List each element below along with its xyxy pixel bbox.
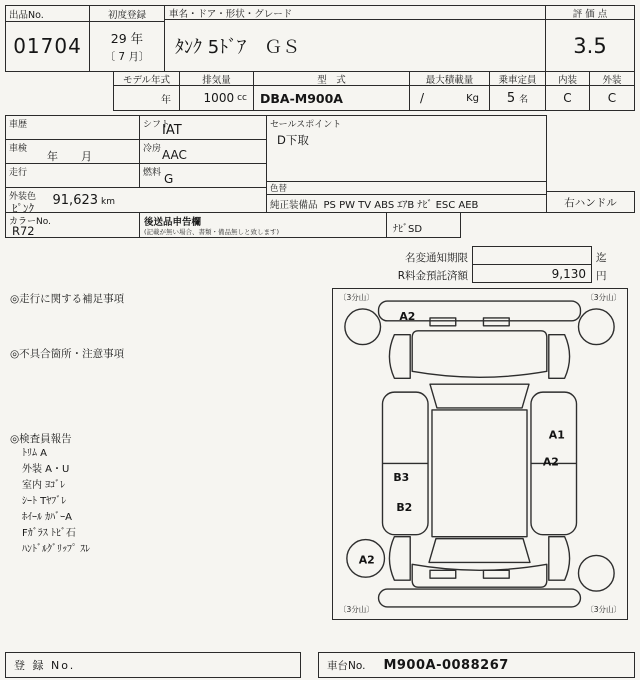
- name-change-deadline-field: [472, 246, 592, 265]
- exterior-grade-value: C: [589, 85, 635, 111]
- first-registration-value: [90, 21, 164, 71]
- inspector-report-title: ◎検査員報告: [10, 433, 72, 445]
- windshield-shape: [430, 384, 529, 408]
- chassis-number-value: M900A-0088267: [383, 657, 509, 673]
- capacity-label: 乗車定員: [489, 71, 546, 86]
- mileage-unit: km: [101, 197, 115, 207]
- inspector-item: 室内 ﾖｺﾞﾚ: [22, 480, 66, 491]
- roof-shape: [432, 410, 527, 537]
- late-items-note: (記載が無い場合、書類・備品無しと致します): [144, 228, 280, 236]
- max-load-unit: Kg: [466, 92, 479, 104]
- inspection-box: [5, 139, 140, 164]
- fuel-label: 燃料: [143, 168, 162, 178]
- name-change-deadline-label: 名変通知期限: [405, 252, 468, 264]
- car-diagram-svg: [333, 289, 626, 618]
- tire-tread-rear-right: 〔3分山〕: [586, 605, 621, 614]
- late-items-box: [139, 212, 387, 238]
- displacement-number: 1000: [203, 91, 235, 105]
- sales-point-box: [266, 115, 547, 182]
- mileage-value: 91,623: [52, 193, 99, 208]
- first-registration-box: [89, 5, 165, 72]
- interior-label: 内装: [545, 71, 590, 86]
- vehicle-name-value: ﾀﾝｸ 5ﾄﾞｱ ＧＳ: [164, 19, 546, 72]
- front-plate-shape: [430, 318, 456, 326]
- color-change-label: 色替: [270, 184, 288, 194]
- recycle-deposit-label: R料金預託済額: [397, 270, 468, 282]
- wheel-rear-right-icon: [578, 555, 614, 591]
- score-label: 評 価 点: [545, 5, 635, 20]
- lot-number-box: [5, 5, 90, 72]
- model-year-value: 年: [113, 85, 180, 111]
- recycle-deposit-value: 9,130: [472, 264, 592, 283]
- max-load-label: 最大積載量: [409, 71, 490, 86]
- chassis-number-label: 車台No.: [327, 659, 366, 672]
- rear-fender-right-shape: [549, 537, 570, 581]
- interior-grade-value: C: [545, 85, 590, 111]
- lot-number-value: 01704: [13, 34, 82, 58]
- trunk-shape: [412, 564, 547, 587]
- rear-window-shape: [429, 539, 530, 563]
- max-load-slash: /: [420, 91, 425, 105]
- color-change-box: [266, 181, 547, 195]
- displacement-unit: cc: [237, 93, 247, 103]
- first-registration-year: 29 年: [110, 30, 144, 46]
- color-number-label: カラーNo.: [9, 217, 51, 227]
- damage-mark-a2: A2: [399, 309, 416, 323]
- history-box: [5, 115, 140, 140]
- color-number-box: [5, 212, 140, 238]
- late-items-value-box: [386, 212, 461, 238]
- steering-position-value: 右ハンドル: [546, 191, 635, 213]
- exterior-color-label: 外装色: [9, 192, 37, 202]
- defect-note-title: ◎不具合箇所・注意事項: [10, 348, 125, 360]
- ac-value: AAC: [162, 148, 187, 162]
- color-number-value: R72: [12, 224, 35, 238]
- inspector-item: ﾊﾝﾄﾞﾙｸﾞﾘｯﾌﾟ ｽﾚ: [22, 544, 91, 555]
- rear-plate-shape: [430, 570, 456, 578]
- equipment-box: [266, 194, 547, 213]
- fuel-box: [139, 163, 267, 188]
- late-items-label: 後送品申告欄: [144, 217, 202, 228]
- rear-garnish-shape: [483, 570, 509, 578]
- inspection-label: 車検: [9, 144, 28, 154]
- damage-mark-a2: A2: [358, 553, 375, 567]
- front-fender-left-shape: [389, 335, 410, 379]
- tire-tread-rear-left: 〔3分山〕: [339, 605, 374, 614]
- inspector-item: 外装 A・U: [22, 464, 70, 475]
- shift-value: IAT: [162, 123, 182, 138]
- first-registration-label: 初度登録: [90, 6, 164, 22]
- vehicle-name-header: 車名・ドア・形状・グレード: [164, 5, 546, 20]
- wheel-front-left-icon: [345, 309, 381, 345]
- model-code-value: DBA-M900A: [253, 85, 410, 111]
- history-label: 車歴: [9, 120, 28, 130]
- sales-point-label: セールスポイント: [270, 120, 342, 130]
- damage-mark-b2: B2: [396, 500, 413, 514]
- exterior-label: 外装: [589, 71, 635, 86]
- mileage-label: 走行: [9, 168, 28, 178]
- damage-mark-b3: B3: [393, 471, 410, 485]
- capacity-number: 5: [506, 90, 516, 106]
- displacement-value: [179, 85, 254, 111]
- car-diagram: [332, 288, 628, 620]
- rear-fender-left-shape: [389, 537, 410, 581]
- inspector-item: ｼｰﾄ Tﾔﾌﾞﾚ: [22, 496, 67, 507]
- chassis-number-box: [318, 652, 635, 678]
- damage-mark-a1: A1: [548, 428, 565, 442]
- inspector-report-list: [22, 446, 90, 558]
- registration-number-box: [5, 652, 301, 678]
- tire-tread-front-left: 〔3分山〕: [339, 293, 374, 302]
- recycle-deposit-unit: 円: [596, 270, 607, 282]
- inspector-item: ﾎｲｰﾙ ｶﾊﾞｰA: [22, 512, 73, 523]
- shift-box: [139, 115, 267, 140]
- name-change-deadline-suffix: 迄: [596, 252, 607, 264]
- hood-shape: [412, 331, 547, 378]
- lot-number-label: 出品No.: [6, 6, 89, 22]
- displacement-label: 排気量: [179, 71, 254, 86]
- model-code-label: 型 式: [253, 71, 410, 86]
- capacity-unit: 名: [519, 94, 529, 105]
- fuel-value: G: [164, 172, 174, 186]
- sales-point-value: D下取: [277, 133, 309, 147]
- inspection-value: 年 月: [47, 150, 98, 163]
- rear-bumper-shape: [379, 589, 581, 607]
- equipment-value: PS PW TV ABS ｴｱB ﾅﾋﾞ ESC AEB: [323, 200, 479, 211]
- mileage-note-title: ◎走行に関する補足事項: [10, 293, 125, 305]
- damage-mark-a2: A2: [542, 455, 559, 469]
- max-load-value: [409, 85, 490, 111]
- equipment-label: 純正装備品: [270, 199, 318, 211]
- capacity-value: [489, 85, 546, 111]
- exterior-color-box: [5, 187, 267, 213]
- model-year-label: モデル年式: [113, 71, 180, 86]
- ac-label: 冷房: [143, 144, 162, 154]
- first-registration-month: 〔 7 月〕: [104, 50, 150, 63]
- registration-number-label: 登 録 No.: [14, 659, 76, 672]
- score-value: 3.5: [545, 19, 635, 72]
- inspector-item: ﾄﾘﾑ A: [22, 448, 48, 459]
- shift-label: シフト: [143, 120, 171, 130]
- wheel-front-right-icon: [578, 309, 614, 345]
- front-fender-right-shape: [549, 335, 570, 379]
- exterior-color-value: ﾋﾟﾝｸ: [12, 202, 34, 215]
- tire-tread-front-right: 〔3分山〕: [586, 293, 621, 302]
- inspector-item: Fｶﾞﾗｽ ﾄﾋﾞ石: [22, 528, 76, 539]
- front-garnish-shape: [483, 318, 509, 326]
- late-items-value: ﾅﾋﾞSD: [393, 224, 423, 235]
- ac-box: [139, 139, 267, 164]
